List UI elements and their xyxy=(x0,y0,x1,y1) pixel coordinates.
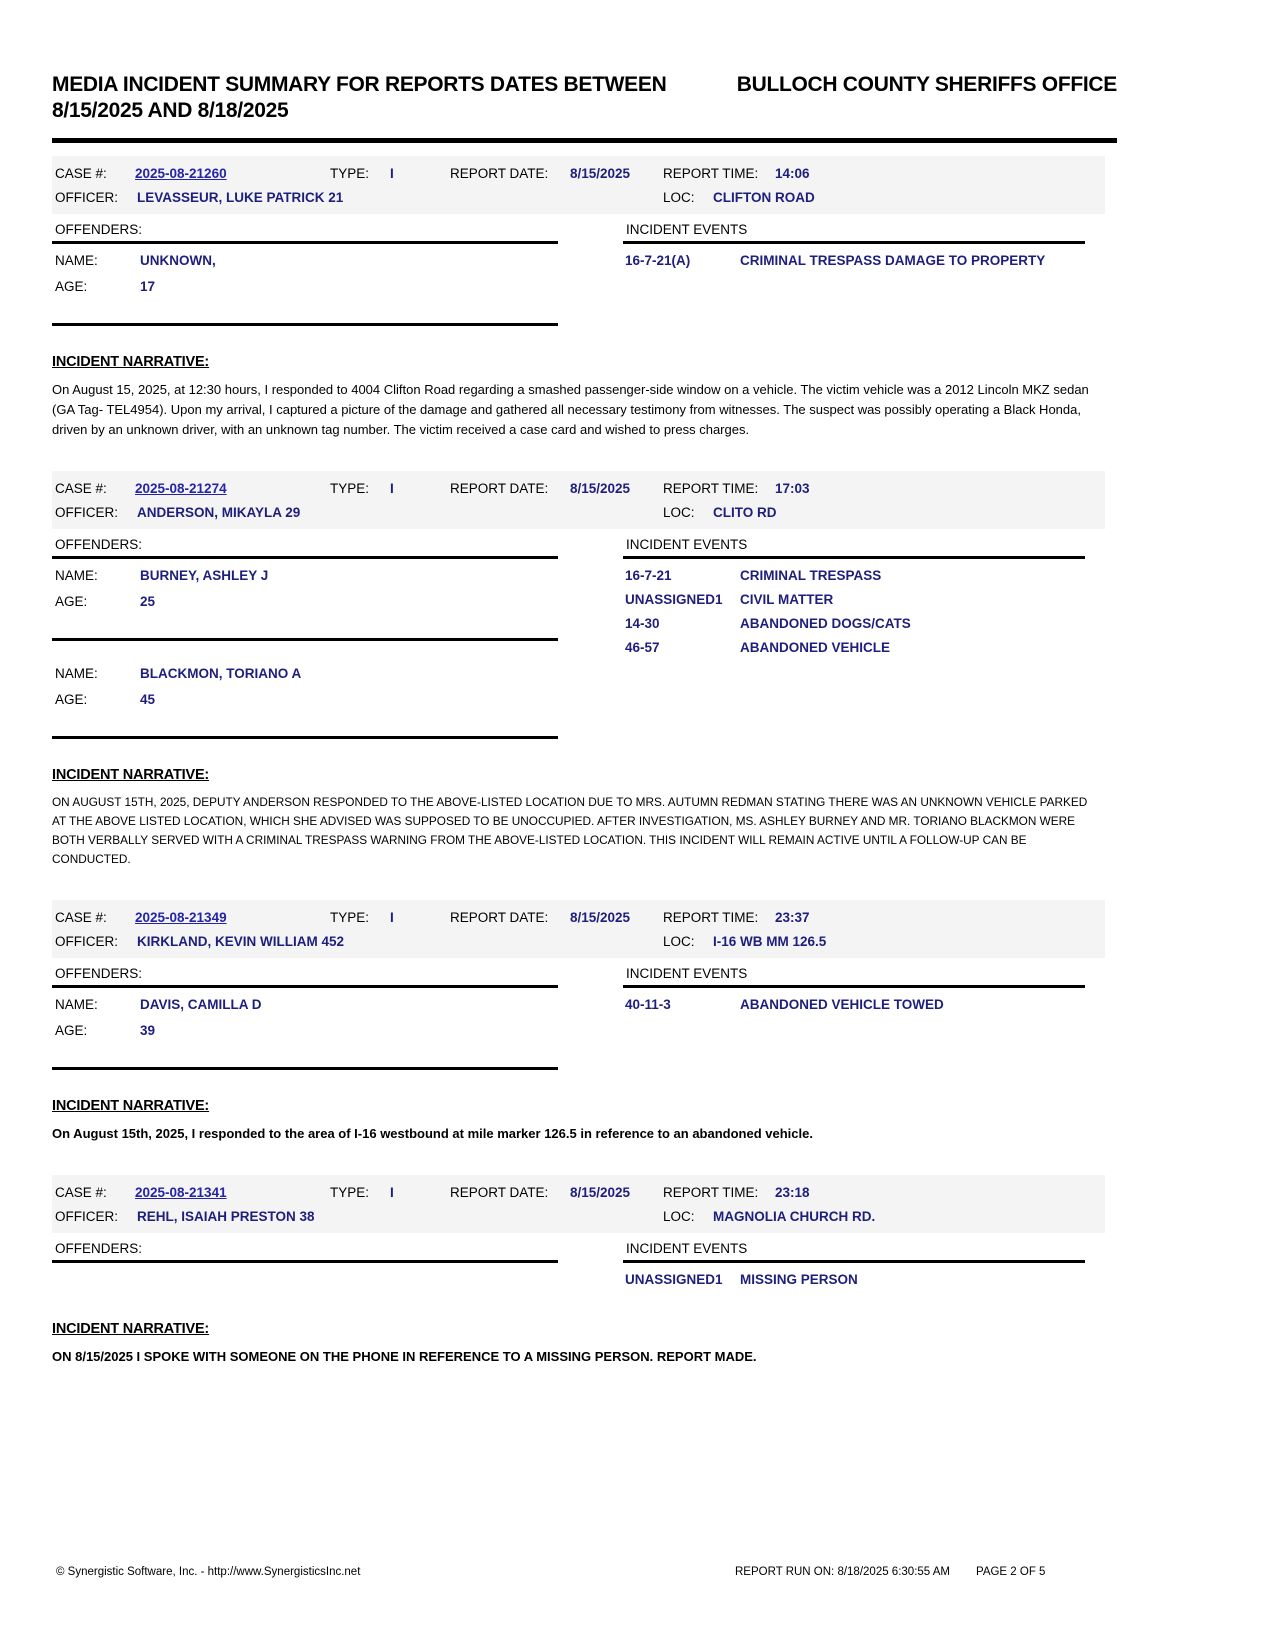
event-row xyxy=(623,997,1085,1012)
event-code: 46-57 xyxy=(625,640,660,655)
case-number-label: CASE #: xyxy=(55,166,107,181)
narrative-heading: INCIDENT NARRATIVE: xyxy=(52,1321,210,1337)
report-time-value: 17:03 xyxy=(775,481,810,496)
event-description: CRIMINAL TRESPASS xyxy=(740,568,882,583)
offender-age-value: 17 xyxy=(140,279,156,294)
officer-label: OFFICER: xyxy=(55,934,118,949)
incident-events-section xyxy=(623,1241,1085,1287)
type-label: TYPE: xyxy=(330,910,370,925)
event-row xyxy=(623,568,1085,583)
case-number-label: CASE #: xyxy=(55,910,107,925)
officer-value: ANDERSON, MIKAYLA 29 xyxy=(137,505,301,520)
incident-narrative xyxy=(52,353,1117,440)
incident-narrative xyxy=(52,1097,1117,1144)
offender-name-value: BLACKMON, TORIANO A xyxy=(140,666,302,681)
agency-title: BULLOCH COUNTY SHERIFFS OFFICE xyxy=(736,73,1117,96)
event-code: UNASSIGNED1 xyxy=(625,592,723,607)
report-date-value: 8/15/2025 xyxy=(570,166,631,181)
event-description: ABANDONED VEHICLE TOWED xyxy=(740,997,944,1012)
case-number-link[interactable]: 2025-08-21274 xyxy=(135,481,227,496)
event-row xyxy=(623,640,1085,655)
officer-label: OFFICER: xyxy=(55,190,118,205)
narrative-text: On August 15th, 2025, I responded to the area of I-16 westbound at mile marker 126.5 in reference to an abandoned vehicle. xyxy=(52,1126,813,1141)
offenders-section xyxy=(52,222,558,326)
offender-name-label: NAME: xyxy=(55,568,98,583)
offenders-section xyxy=(52,1241,558,1263)
offender-entry xyxy=(52,666,558,739)
document-header xyxy=(52,72,1117,124)
footer-report-run xyxy=(735,1566,1045,1578)
offenders-divider xyxy=(52,1260,558,1263)
report-date-value: 8/15/2025 xyxy=(570,481,631,496)
page-indicator: PAGE 2 OF 5 xyxy=(976,1566,1046,1578)
offender-entry xyxy=(52,997,558,1070)
offender-name-value: UNKNOWN, xyxy=(140,253,216,268)
narrative-text: On August 15, 2025, at 12:30 hours, I responded to 4004 Clifton Road regarding a smashed passenger-side window on a vehicle. The victim vehicle was a 2012 Lincoln MKZ sedan (GA Tag- TEL4954). Upon my arrival, I captured a picture of the damage and gathered all necessary testimony from witnesses. The suspect was possibly operating a Black Honda, driven by an unknown driver, with an unknown tag number. The victim received a case card and wished to press charges. xyxy=(52,382,1089,437)
case-header xyxy=(52,1175,1105,1233)
offender-age-value: 45 xyxy=(140,692,156,707)
report-date-value: 8/15/2025 xyxy=(570,1185,631,1200)
case-block xyxy=(52,1175,1117,1367)
case-header xyxy=(52,156,1105,214)
footer-copyright: © Synergistic Software, Inc. - http://www.SynergisticsInc.net xyxy=(56,1566,361,1578)
event-code: 40-11-3 xyxy=(625,997,671,1012)
incident-events-divider xyxy=(623,556,1085,559)
type-value: I xyxy=(390,1185,394,1200)
event-code: 16-7-21 xyxy=(625,568,672,583)
incident-events-heading: INCIDENT EVENTS xyxy=(626,966,748,981)
offender-entry xyxy=(52,568,558,641)
incident-events-heading: INCIDENT EVENTS xyxy=(626,1241,748,1256)
type-label: TYPE: xyxy=(330,1185,370,1200)
offender-name-value: DAVIS, CAMILLA D xyxy=(140,997,262,1012)
location-value: MAGNOLIA CHURCH RD. xyxy=(713,1209,876,1224)
offender-divider xyxy=(52,1067,558,1070)
location-value: CLIFTON ROAD xyxy=(713,190,815,205)
type-label: TYPE: xyxy=(330,166,370,181)
type-value: I xyxy=(390,910,394,925)
event-description: MISSING PERSON xyxy=(740,1272,858,1287)
location-label: LOC: xyxy=(663,934,695,949)
narrative-heading: INCIDENT NARRATIVE: xyxy=(52,767,210,783)
offender-entry xyxy=(52,253,558,326)
case-header xyxy=(52,900,1105,958)
offenders-section xyxy=(52,537,558,739)
report-date-label: REPORT DATE: xyxy=(450,481,549,496)
narrative-text: ON 8/15/2025 I SPOKE WITH SOMEONE ON THE PHONE IN REFERENCE TO A MISSING PERSON. REPORT MADE. xyxy=(52,1349,757,1364)
report-time-value: 14:06 xyxy=(775,166,810,181)
report-time-label: REPORT TIME: xyxy=(663,166,759,181)
incident-events-heading: INCIDENT EVENTS xyxy=(626,222,748,237)
offender-divider xyxy=(52,638,558,641)
offenders-heading: OFFENDERS: xyxy=(55,966,143,981)
case-number-link[interactable]: 2025-08-21260 xyxy=(135,166,227,181)
offender-name-label: NAME: xyxy=(55,666,98,681)
offenders-section xyxy=(52,966,558,1070)
report-time-label: REPORT TIME: xyxy=(663,481,759,496)
case-number-label: CASE #: xyxy=(55,1185,107,1200)
incident-events-heading: INCIDENT EVENTS xyxy=(626,537,748,552)
type-value: I xyxy=(390,481,394,496)
narrative-heading: INCIDENT NARRATIVE: xyxy=(52,1098,210,1114)
incident-events-divider xyxy=(623,1260,1085,1263)
event-row xyxy=(623,592,1085,607)
event-description: CRIMINAL TRESPASS DAMAGE TO PROPERTY xyxy=(740,253,1046,268)
case-block xyxy=(52,900,1117,1144)
officer-label: OFFICER: xyxy=(55,505,118,520)
report-time-value: 23:18 xyxy=(775,1185,810,1200)
offenders-divider xyxy=(52,985,558,988)
report-date-value: 8/15/2025 xyxy=(570,910,631,925)
type-value: I xyxy=(390,166,394,181)
location-label: LOC: xyxy=(663,1209,695,1224)
case-number-link[interactable]: 2025-08-21341 xyxy=(135,1185,227,1200)
offenders-divider xyxy=(52,241,558,244)
location-label: LOC: xyxy=(663,505,695,520)
offender-age-label: AGE: xyxy=(55,594,88,609)
incident-events-section xyxy=(623,537,1085,655)
offender-name-label: NAME: xyxy=(55,253,98,268)
offenders-divider xyxy=(52,556,558,559)
officer-label: OFFICER: xyxy=(55,1209,118,1224)
offender-age-value: 39 xyxy=(140,1023,156,1038)
location-label: LOC: xyxy=(663,190,695,205)
type-label: TYPE: xyxy=(330,481,370,496)
offender-name-label: NAME: xyxy=(55,997,98,1012)
case-header xyxy=(52,471,1105,529)
report-date-label: REPORT DATE: xyxy=(450,1185,549,1200)
report-date-label: REPORT DATE: xyxy=(450,166,549,181)
report-run-timestamp: REPORT RUN ON: 8/18/2025 6:30:55 AM xyxy=(735,1566,950,1578)
event-row xyxy=(623,616,1085,631)
incident-events-divider xyxy=(623,985,1085,988)
offenders-heading: OFFENDERS: xyxy=(55,222,143,237)
header-divider xyxy=(52,138,1117,143)
event-description: ABANDONED DOGS/CATS xyxy=(740,616,911,631)
offender-age-label: AGE: xyxy=(55,692,88,707)
event-row xyxy=(623,253,1085,268)
case-number-link[interactable]: 2025-08-21349 xyxy=(135,910,227,925)
incident-narrative xyxy=(52,766,1117,869)
incident-events-section xyxy=(623,966,1085,1012)
case-number-label: CASE #: xyxy=(55,481,107,496)
incident-events-divider xyxy=(623,241,1085,244)
report-time-label: REPORT TIME: xyxy=(663,1185,759,1200)
event-description: ABANDONED VEHICLE xyxy=(740,640,891,655)
event-code: 14-30 xyxy=(625,616,660,631)
offender-divider xyxy=(52,323,558,326)
offender-age-label: AGE: xyxy=(55,1023,88,1038)
incident-events-section xyxy=(623,222,1085,268)
offender-age-label: AGE: xyxy=(55,279,88,294)
event-description: CIVIL MATTER xyxy=(740,592,834,607)
offenders-heading: OFFENDERS: xyxy=(55,537,143,552)
incident-narrative xyxy=(52,1320,1117,1367)
narrative-heading: INCIDENT NARRATIVE: xyxy=(52,354,210,370)
narrative-text: ON AUGUST 15TH, 2025, DEPUTY ANDERSON RESPONDED TO THE ABOVE-LISTED LOCATION DUE TO MRS. AUTUMN REDMAN STATING THERE WAS AN UNKNOWN VEHICLE PARKED AT THE ABOVE LISTED LOCATION, WHICH SHE ADVISED WAS SUPPOSED TO BE UNOCCUPIED. AFTER INVESTIGATION, MS. ASHLEY BURNEY AND MR. TORIANO BLACKMON WERE BOTH VERBALLY SERVED WITH A CRIMINAL TRESPASS WARNING FROM THE ABOVE-LISTED LOCATION. THIS INCIDENT WILL REMAIN ACTIVE UNTIL A FOLLOW-UP CAN BE CONDUCTED. xyxy=(52,795,1088,866)
offender-divider xyxy=(52,736,558,739)
case-block xyxy=(52,471,1117,869)
officer-value: LEVASSEUR, LUKE PATRICK 21 xyxy=(137,190,344,205)
report-time-label: REPORT TIME: xyxy=(663,910,759,925)
event-code: UNASSIGNED1 xyxy=(625,1272,723,1287)
offender-age-value: 25 xyxy=(140,594,156,609)
report-title: MEDIA INCIDENT SUMMARY FOR REPORTS DATES BETWEEN 8/15/2025 AND 8/18/2025 xyxy=(52,73,667,122)
report-date-label: REPORT DATE: xyxy=(450,910,549,925)
offenders-heading: OFFENDERS: xyxy=(55,1241,143,1256)
event-row xyxy=(623,1272,1085,1287)
officer-value: REHL, ISAIAH PRESTON 38 xyxy=(137,1209,315,1224)
location-value: CLITO RD xyxy=(713,505,777,520)
offender-name-value: BURNEY, ASHLEY J xyxy=(140,568,269,583)
case-block xyxy=(52,156,1117,440)
officer-value: KIRKLAND, KEVIN WILLIAM 452 xyxy=(137,934,345,949)
event-code: 16-7-21(A) xyxy=(625,253,691,268)
location-value: I-16 WB MM 126.5 xyxy=(713,934,827,949)
report-time-value: 23:37 xyxy=(775,910,810,925)
